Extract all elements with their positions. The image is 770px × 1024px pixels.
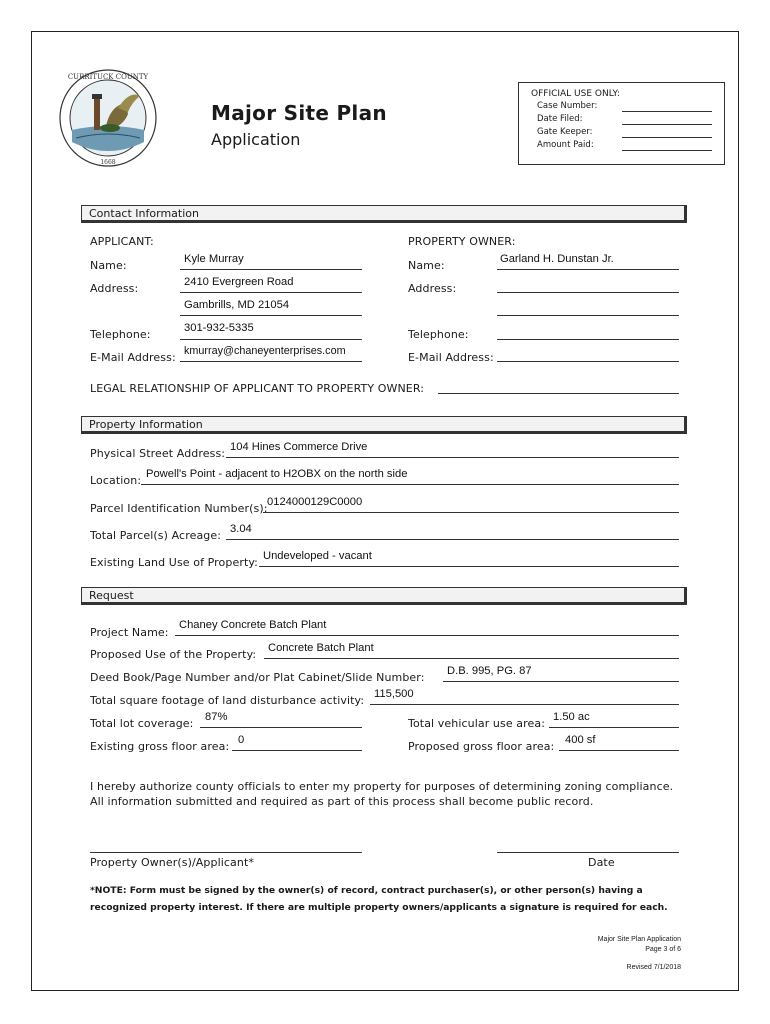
applicant-address-field-2[interactable] xyxy=(180,315,362,316)
land-use-label: Existing Land Use of Property: xyxy=(90,556,258,569)
acreage-value: 3.04 xyxy=(230,523,252,535)
vehicular-use-label: Total vehicular use area: xyxy=(408,717,546,730)
request-section-title: Request xyxy=(89,589,134,602)
owner-address-label: Address: xyxy=(408,282,457,295)
authorization-line-1: I hereby authorize county officials to enter my property for purposes of determining zoning compliance. xyxy=(90,780,674,793)
proposed-use-label: Proposed Use of the Property: xyxy=(90,648,257,661)
owner-telephone-field[interactable] xyxy=(497,339,679,340)
project-name-value: Chaney Concrete Batch Plant xyxy=(179,619,327,631)
signature-note xyxy=(90,882,690,916)
footer-form-name: Major Site Plan Application xyxy=(597,936,681,943)
location-field[interactable] xyxy=(141,484,679,485)
project-name-label: Project Name: xyxy=(90,626,169,639)
applicant-address-label: Address: xyxy=(90,282,139,295)
footer-page-number: Page 3 of 6 xyxy=(645,946,681,953)
gate-keeper-field[interactable] xyxy=(622,137,712,138)
owner-email-field[interactable] xyxy=(497,361,679,362)
street-address-field[interactable] xyxy=(226,457,679,458)
applicant-name-value: Kyle Murray xyxy=(184,253,244,265)
county-seal xyxy=(58,68,158,168)
footer-revised-date: Revised 7/1/2018 xyxy=(626,964,681,971)
parcel-id-label: Parcel Identification Number(s): xyxy=(90,502,268,515)
signature-note-line-2: recognized property interest. If there are multiple property owners/applicants a signature is required for each. xyxy=(90,902,668,913)
applicant-address-field-1[interactable] xyxy=(180,292,362,293)
authorization-line-2: All information submitted and required as part of this process shall become public record. xyxy=(90,795,594,808)
proposed-use-value: Concrete Batch Plant xyxy=(268,642,374,654)
owner-address-field-1[interactable] xyxy=(497,292,679,293)
applicant-telephone-label: Telephone: xyxy=(90,328,151,341)
applicant-address-line2: Gambrills, MD 21054 xyxy=(184,299,290,311)
signer-label: Property Owner(s)/Applicant* xyxy=(90,856,254,869)
project-name-field[interactable] xyxy=(175,635,679,636)
signature-field[interactable] xyxy=(90,852,362,853)
svg-text:CURRITUCK COUNTY: CURRITUCK COUNTY xyxy=(67,73,149,81)
land-use-value: Undeveloped - vacant xyxy=(263,550,372,562)
date-field[interactable] xyxy=(497,852,679,853)
applicant-heading: APPLICANT: xyxy=(90,235,154,248)
proposed-floor-area-label: Proposed gross floor area: xyxy=(408,740,555,753)
land-use-field[interactable] xyxy=(259,566,679,567)
legal-relationship-label: LEGAL RELATIONSHIP OF APPLICANT TO PROPERTY OWNER: xyxy=(90,382,425,395)
lot-coverage-label: Total lot coverage: xyxy=(90,717,194,730)
vehicular-use-value: 1.50 ac xyxy=(553,711,590,723)
owner-name-value: Garland H. Dunstan Jr. xyxy=(500,253,614,265)
owner-telephone-label: Telephone: xyxy=(408,328,469,341)
lot-coverage-field[interactable] xyxy=(200,727,362,728)
existing-floor-area-value: 0 xyxy=(238,734,245,746)
land-disturbance-field[interactable] xyxy=(370,704,679,705)
existing-floor-area-label: Existing gross floor area: xyxy=(90,740,230,753)
owner-name-field[interactable] xyxy=(497,269,679,270)
contact-section-header xyxy=(81,205,687,223)
property-section-header xyxy=(81,416,687,434)
deed-book-field[interactable] xyxy=(443,681,679,682)
contact-section-title: Contact Information xyxy=(89,207,199,220)
lot-coverage-value: 87% xyxy=(205,711,228,723)
proposed-floor-area-field[interactable] xyxy=(559,750,679,751)
owner-heading: PROPERTY OWNER: xyxy=(408,235,516,248)
owner-email-label: E-Mail Address: xyxy=(408,351,494,364)
date-label: Date xyxy=(588,856,615,869)
vehicular-use-field[interactable] xyxy=(549,727,679,728)
parcel-id-value: 0124000129C0000 xyxy=(267,496,363,508)
applicant-email-field[interactable] xyxy=(180,361,362,362)
svg-text:1668: 1668 xyxy=(100,159,116,166)
date-filed-field[interactable] xyxy=(622,124,712,125)
proposed-floor-area-value: 400 sf xyxy=(565,734,596,746)
signature-note-line-1: *NOTE: Form must be signed by the owner(s) of record, contract purchaser(s), or other person(s) having a xyxy=(90,885,643,896)
amount-paid-label: Amount Paid: xyxy=(537,140,594,150)
street-address-label: Physical Street Address: xyxy=(90,447,226,460)
parcel-id-field[interactable] xyxy=(263,512,679,513)
acreage-label: Total Parcel(s) Acreage: xyxy=(90,529,222,542)
proposed-use-field[interactable] xyxy=(264,658,679,659)
case-number-field[interactable] xyxy=(622,111,712,112)
deed-book-value: D.B. 995, PG. 87 xyxy=(447,665,532,677)
official-use-box xyxy=(518,82,725,165)
date-filed-label: Date Filed: xyxy=(537,114,583,124)
official-use-title: OFFICIAL USE ONLY: xyxy=(531,89,620,99)
existing-floor-area-field[interactable] xyxy=(232,750,362,751)
property-section-title: Property Information xyxy=(89,418,203,431)
form-subtitle: Application xyxy=(211,130,301,149)
request-section-header xyxy=(81,587,687,605)
location-label: Location: xyxy=(90,474,142,487)
owner-name-label: Name: xyxy=(408,259,445,272)
case-number-label: Case Number: xyxy=(537,101,598,111)
applicant-email-value: kmurray@chaneyenterprises.com xyxy=(184,345,346,357)
applicant-name-label: Name: xyxy=(90,259,127,272)
deed-book-label: Deed Book/Page Number and/or Plat Cabinet/Slide Number: xyxy=(90,671,425,684)
legal-relationship-field[interactable] xyxy=(438,393,679,394)
street-address-value: 104 Hines Commerce Drive xyxy=(230,441,368,453)
land-disturbance-label: Total square footage of land disturbance activity: xyxy=(90,694,365,707)
applicant-telephone-value: 301-932-5335 xyxy=(184,322,254,334)
location-value: Powell's Point - adjacent to H2OBX on the north side xyxy=(146,468,408,480)
form-title: Major Site Plan xyxy=(211,101,387,125)
applicant-telephone-field[interactable] xyxy=(180,339,362,340)
acreage-field[interactable] xyxy=(226,539,679,540)
owner-address-field-2[interactable] xyxy=(497,315,679,316)
applicant-address-line1: 2410 Evergreen Road xyxy=(184,276,294,288)
gate-keeper-label: Gate Keeper: xyxy=(537,127,593,137)
applicant-name-field[interactable] xyxy=(180,269,362,270)
applicant-email-label: E-Mail Address: xyxy=(90,351,176,364)
amount-paid-field[interactable] xyxy=(622,150,712,151)
land-disturbance-value: 115,500 xyxy=(374,688,414,700)
